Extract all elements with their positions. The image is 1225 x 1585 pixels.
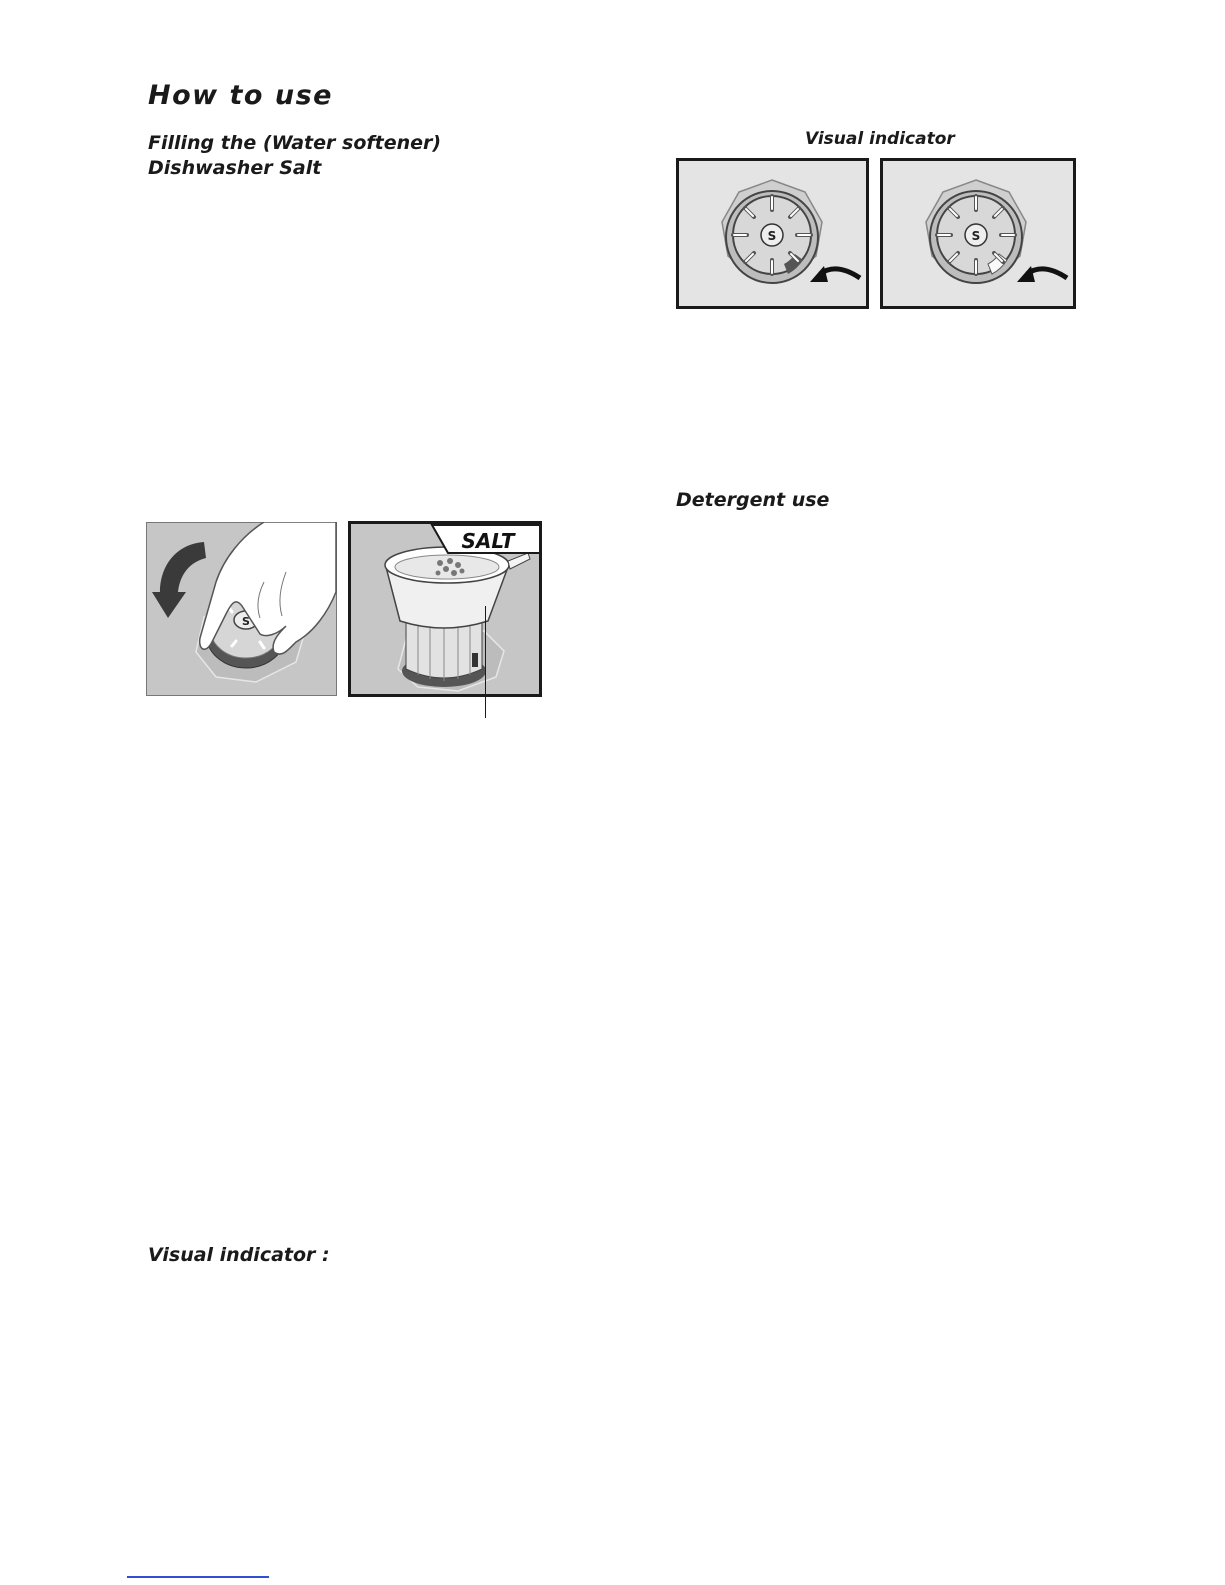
page-title: How to use <box>148 80 333 111</box>
open-cap-figure <box>146 522 337 696</box>
cap-s-label: S <box>767 229 777 243</box>
indicator-figure-full <box>880 158 1076 309</box>
salt-funnel-figure-svg <box>348 521 542 697</box>
visual-indicator-heading: Visual indicator : <box>148 1244 330 1266</box>
salt-label: SALT <box>461 529 515 553</box>
indicator-figure-full-svg <box>880 158 1076 309</box>
salt-heading-line1: Filling the (Water softener) <box>148 132 442 154</box>
salt-funnel-figure <box>348 521 542 697</box>
visual-indicator-caption: Visual indicator <box>805 129 955 149</box>
open-cap-figure-svg <box>146 522 337 696</box>
detergent-heading: Detergent use <box>676 489 830 511</box>
cap-s-label: S <box>242 615 250 628</box>
salt-heading-line2: Dishwasher Salt <box>148 157 322 179</box>
footer-link-underline <box>127 1576 269 1578</box>
indicator-figure-empty-svg <box>676 158 869 309</box>
indicator-figure-empty <box>676 158 869 309</box>
funnel-leader-line <box>485 606 486 718</box>
cap-s-label: S <box>971 229 981 243</box>
